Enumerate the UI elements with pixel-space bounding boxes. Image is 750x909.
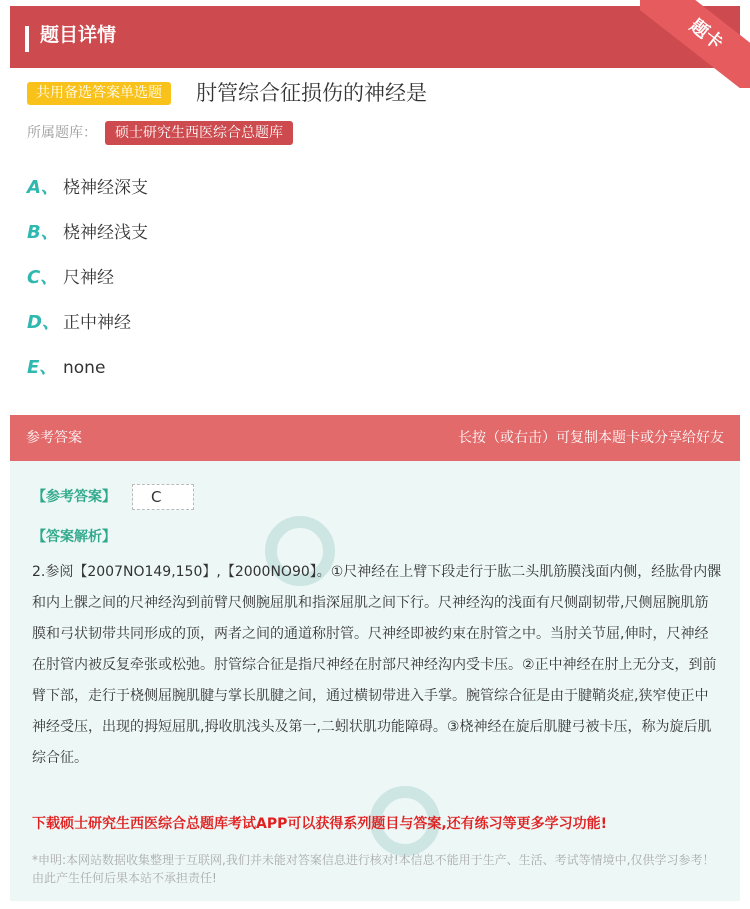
- share-hint: 长按（或右击）可复制本题卡或分享给好友: [458, 430, 724, 446]
- option-letter: D、: [27, 312, 60, 333]
- answer-label: 【参考答案】: [32, 489, 116, 505]
- analysis-text: 2.参阅【2007NO149,150】,【2000NO90】。①尺神经在上臂下段走行于肱二头肌筋膜浅面内侧，经肱骨内髁和内上髁之间的尺神经沟到前臂尺侧腕屈肌和指深屈肌之间下行。尺神经沟的浅面有尺侧副韧带,尺侧屈腕肌筋膜和弓状韧带共同形成的顶，两者之间的通道称肘管。尺神经即被约束在肘管之中。当肘关节屈,伸时，尺神经在肘管内被反复牵张或松弛。肘管综合征是指尺神经在肘部尺神经沟内受卡压。②正中神经在肘上无分支，到前臂下部，走行于桡侧屈腕肌腱与掌长肌腱之间，通过横韧带进入手掌。腕管综合征是由于腱鞘炎症,狭窄使正中神经受压，出现的拇短屈肌,拇收肌浅头及第一,二蚓状肌功能障碍。③桡神经在旋后肌腱弓被卡压，称为旋后肌综合征。: [32, 564, 722, 766]
- option-e[interactable]: [27, 355, 105, 381]
- header-accent-bar: [25, 26, 29, 52]
- bank-label: 所属题库：: [27, 125, 97, 141]
- option-letter: B、: [27, 222, 59, 243]
- option-letter: E、: [27, 357, 58, 378]
- option-letter: C、: [27, 267, 59, 288]
- answer-value: C: [132, 484, 194, 510]
- option-text: 桡神经浅支: [63, 223, 148, 243]
- question-title: 肘管综合征损伤的神经是: [196, 81, 427, 105]
- option-b[interactable]: [27, 220, 148, 246]
- page-title: 题目详情: [40, 24, 117, 46]
- option-text: 尺神经: [63, 268, 114, 288]
- ribbon-label: 题卡: [640, 0, 750, 88]
- question-type-badge: 共用备选答案单选题: [27, 82, 171, 105]
- option-text: 桡神经深支: [63, 178, 148, 198]
- option-a[interactable]: [27, 175, 148, 201]
- option-c[interactable]: [27, 265, 114, 291]
- disclaimer: *申明:本网站数据收集整理于互联网,我们并未能对答案信息进行核对!本信息不能用于生产、生活、考试等情境中,仅供学习参考！由此产生任何后果本站不承担责任!: [32, 853, 715, 885]
- answer-body: [10, 461, 740, 901]
- option-letter: A、: [27, 177, 59, 198]
- analysis-label: 【答案解析】: [32, 529, 116, 545]
- app-promo-link[interactable]: 下载硕士研究生西医综合总题库考试APP可以获得系列题目与答案,还有练习等更多学习功能!: [32, 816, 608, 832]
- answer-header-title: 参考答案: [26, 430, 82, 446]
- option-text: none: [63, 358, 106, 378]
- answer-header: [10, 415, 740, 461]
- bank-tag[interactable]: 硕士研究生西医综合总题库: [105, 121, 293, 145]
- option-text: 正中神经: [63, 313, 131, 333]
- page-header: [10, 6, 740, 68]
- corner-ribbon: [640, 0, 750, 88]
- option-d[interactable]: [27, 310, 131, 336]
